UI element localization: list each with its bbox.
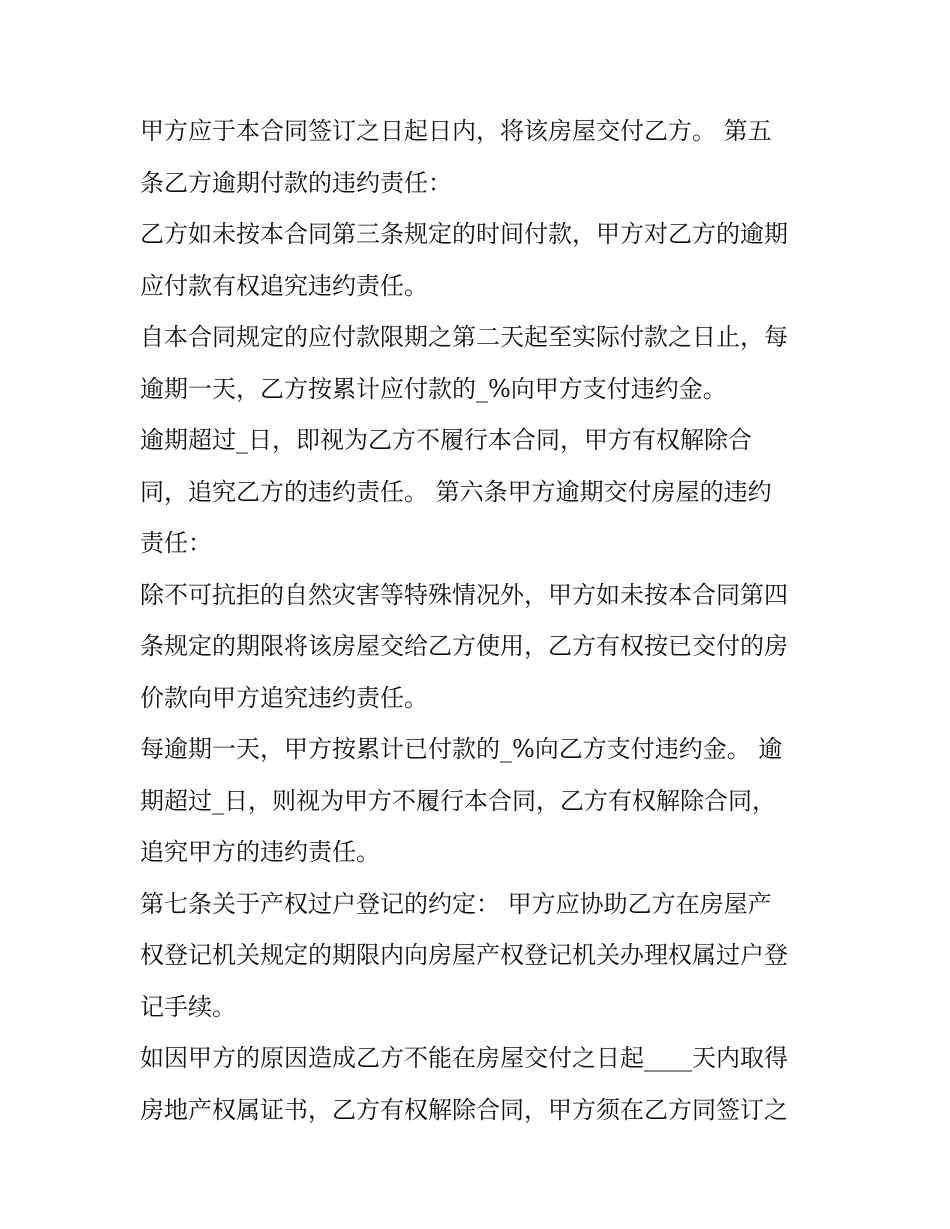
text-line: 条规定的期限将该房屋交给乙方使用，乙方有权按已交付的房	[140, 632, 788, 660]
text-line: 同，追究乙方的违约责任。 第六条甲方逾期交付房屋的违约	[140, 477, 772, 506]
text-line: 自本合同规定的应付款限期之第二天起至实际付款之日止，每	[140, 323, 788, 351]
text-line: 应付款有权追究违约责任。	[140, 271, 428, 300]
text-line: 除不可抗拒的自然灾害等特殊情况外，甲方如未按本合同第四	[140, 580, 788, 609]
text-line: 逾期一天，乙方按累计应付款的_%向甲方支付违约金。	[140, 374, 727, 403]
text-line: 第七条关于产权过户登记的约定： 甲方应协助乙方在房屋产	[140, 889, 772, 918]
text-line: 条乙方逾期付款的违约责任：	[140, 168, 452, 197]
text-line: 每逾期一天，甲方按累计已付款的_%向乙方支付违约金。 逾	[140, 735, 783, 763]
text-line: 甲方应于本合同签订之日起日内，将该房屋交付乙方。 第五	[140, 117, 772, 145]
text-line: 责任：	[140, 529, 212, 557]
text-line: 期超过_日，则视为甲方不履行本合同，乙方有权解除合同，	[140, 786, 776, 815]
text-line: 记手续。	[140, 992, 236, 1021]
text-line: 逾期超过_日，即视为乙方不履行本合同，甲方有权解除合	[140, 426, 752, 454]
text-line: 权登记机关规定的期限内向房屋产权登记机关办理权属过户登	[140, 941, 788, 969]
text-line: 追究甲方的违约责任。	[140, 838, 380, 866]
text-line: 房地产权属证书，乙方有权解除合同，甲方须在乙方同签订之	[140, 1095, 788, 1124]
text-line: 价款向甲方追究违约责任。	[140, 683, 428, 712]
document-body	[140, 106, 820, 1136]
text-line: 乙方如未按本合同第三条规定的时间付款，甲方对乙方的逾期	[140, 220, 788, 248]
text-line: 如因甲方的原因造成乙方不能在房屋交付之日起____天内取得	[140, 1044, 788, 1072]
